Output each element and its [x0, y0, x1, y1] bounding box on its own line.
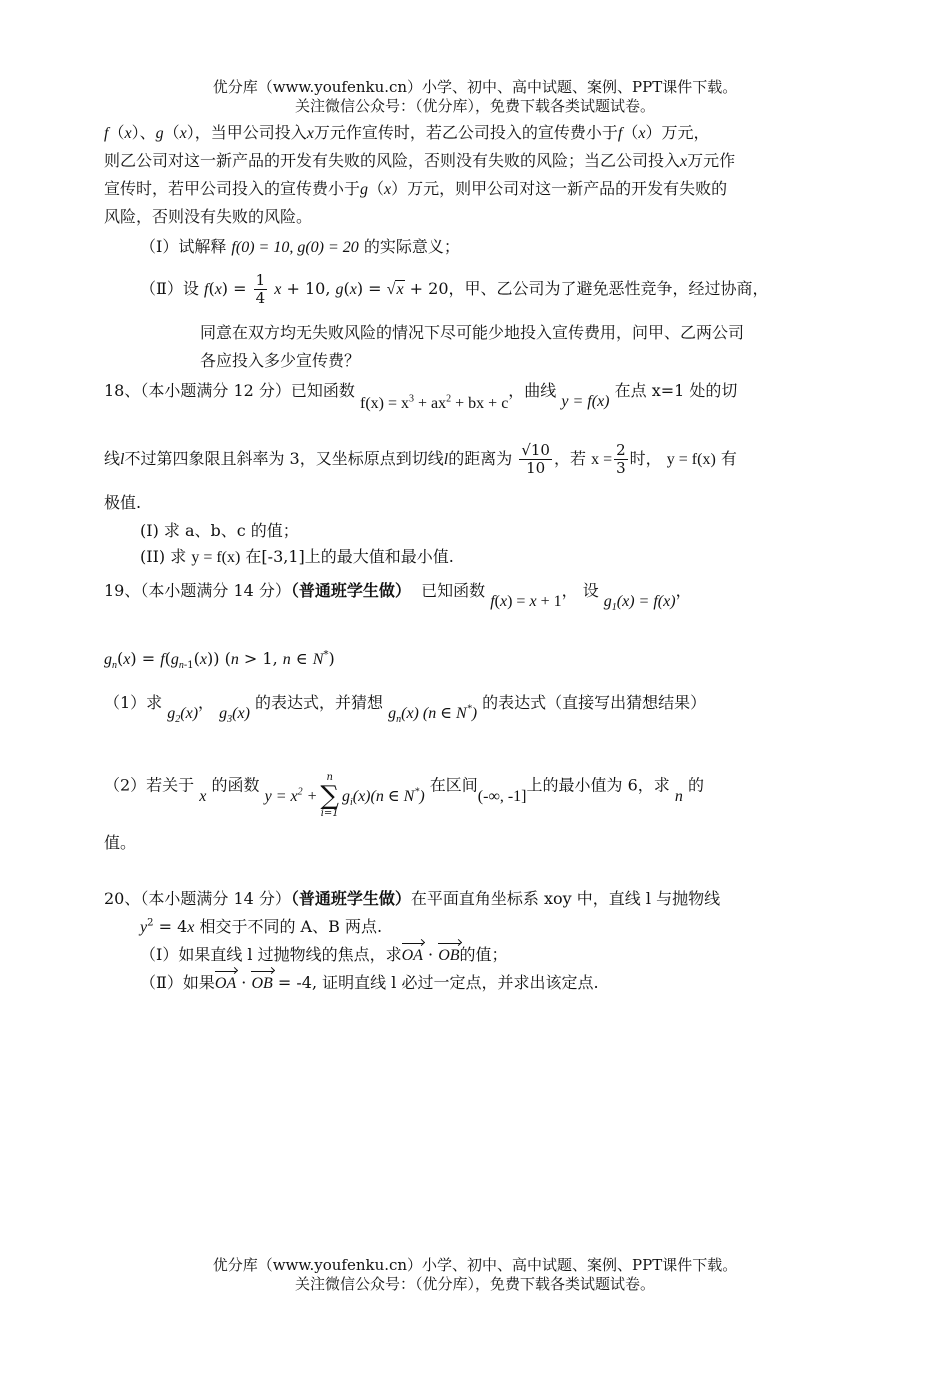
fraction-sqrt10-over-10: $\frac{√10}{10}$ [521, 441, 550, 477]
q17-line-3: 宣传时，若甲公司投入的宣传费小于g（x）万元，则甲公司对这一新产品的开发有失败的 [104, 179, 728, 198]
q18-line-3: 极值. [104, 493, 142, 512]
q17-part-2-line-2: 同意在双方均无失败风险的情况下尽可能少地投入宣传费用，问甲、乙两公司 [200, 323, 745, 342]
footer-line-2: 关注微信公众号：（优分库），免费下载各类试题试卷。 [294, 1275, 655, 1293]
q19-part-1: （1）求 $g_2(x)$， $g_3(x)$ 的表达式，并猜想 $g_n(x)$ (n ∈ N*) 的表达式（直接写出猜想结果） [104, 693, 707, 726]
fraction-one-quarter: $\frac{1}{4}$ [255, 271, 266, 307]
footer-line-1: 优分库（www.youfenku.cn）小学、初中、高中试题、案例、PPT课件下载。 [212, 1256, 738, 1274]
q17-part-1: （Ⅰ）试解释 f(0) = 10, g(0) = 20 的实际意义； [140, 237, 460, 256]
vector-ob: OB [438, 945, 459, 967]
header-line-2: 关注微信公众号：（优分库），免费下载各类试题试卷。 [294, 97, 655, 115]
q17-part-2-line-3: 各应投入多少宣传费？ [200, 351, 361, 370]
q19-part-2-line-2: 值。 [104, 833, 137, 852]
q20-part-1: （Ⅰ）如果直线 l 过抛物线的焦点，求OA · OB的值； [140, 944, 508, 967]
vector-oa-2: OA [215, 973, 236, 995]
q20-part-2: （Ⅱ）如果OA · OB = -4, 证明直线 l 必过一定点，并求出该定点. [140, 972, 599, 995]
summation-sign: n ∑ i=1 [320, 772, 339, 819]
q17-line-2: 则乙公司对这一新产品的开发有失败的风险，否则没有失败的风险；当乙公司投入x万元作 [104, 151, 736, 170]
header-line-1: 优分库（www.youfenku.cn）小学、初中、高中试题、案例、PPT课件下载。 [212, 78, 738, 96]
q19-part-2: （2）若关于 x 的函数 $y = x^2$ + n ∑ i=1 $g_i(x)(n$ ∈ N*) 在区间(-∞, -1]上的最小值为 6，求 n 的 [104, 772, 704, 819]
q18-part-1: (I) 求 a、b、c 的值； [140, 521, 299, 540]
fraction-two-thirds: $\frac{2}{3}$ [616, 441, 626, 477]
q18-part-2: (II) 求 y = f(x) 在[-3,1]上的最大值和最小值. [140, 547, 454, 566]
q18-line-1: 18、（本小题满分 12 分）已知函数 $f(x) = x^3 + ax^2$ + bx + c，曲线 y = f(x) 在点 x=1 处的切 [104, 381, 738, 412]
q17-part-2: （Ⅱ）设 f(x) = $\frac{1}{4}$ x + 10, g(x) = √x + 20，甲、乙公司为了避免恶性竞争，经过协商， [140, 271, 769, 307]
vector-oa: OA [402, 945, 423, 967]
q17-line-1: f（x）、g（x），当甲公司投入x万元作宣传时，若乙公司投入的宣传费小于f（x）万元， [104, 123, 710, 142]
q19-line-2: $g_n(x) = f(g_{n-1}(x)) (n > 1$, n ∈ N*) [104, 649, 335, 672]
q19-line-1: 19、（本小题满分 14 分）（普通班学生做） 已知函数 f(x) = x + 1， 设 $g_1(x) = f(x)$， [104, 581, 692, 614]
q20-line-1: 20、（本小题满分 14 分）（普通班学生做）在平面直角坐标系 xoy 中，直线 l 与抛物线 [104, 889, 721, 908]
q20-line-2: $y^2 = 4x$ 相交于不同的 A、B 两点. [140, 917, 383, 936]
q17-line-4: 风险，否则没有失败的风险。 [104, 207, 313, 226]
vector-ob-2: OB [251, 973, 272, 995]
q18-line-2: 线l不过第四象限且斜率为 3，又坐标原点到切线l的距离为 $\frac{√10}{10}$ ，若 x = $\frac{2}{3}$ 时， y = f(x) 有 [104, 441, 737, 477]
